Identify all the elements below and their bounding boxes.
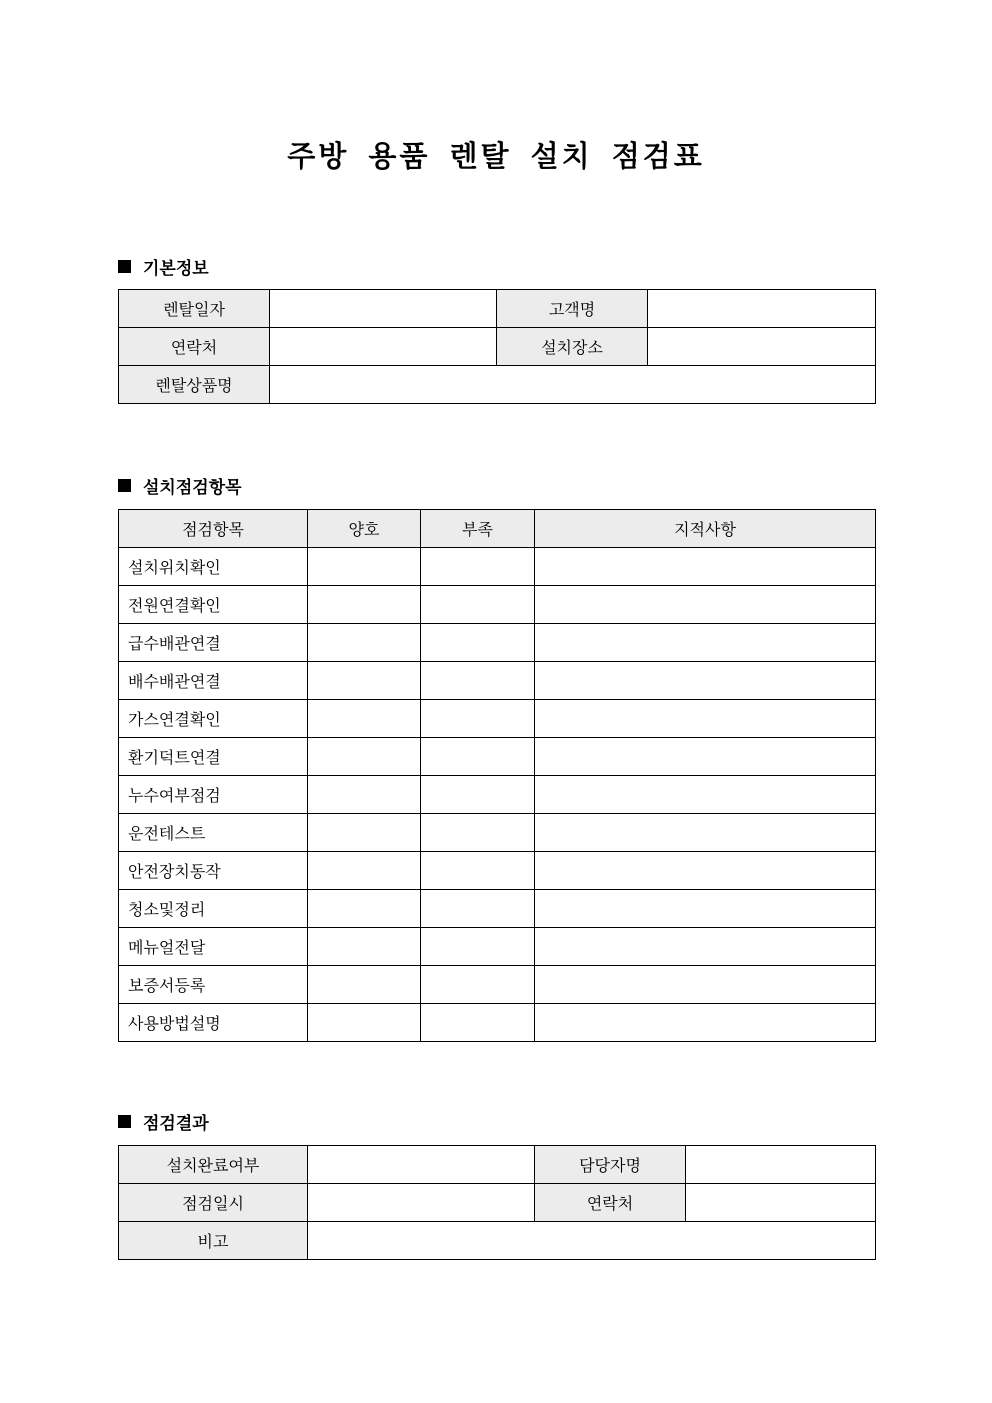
remarks-cell[interactable] <box>535 852 876 890</box>
contact-label: 연락처 <box>119 328 270 366</box>
table-row <box>119 928 876 966</box>
good-cell[interactable] <box>308 928 421 966</box>
manager-field[interactable] <box>686 1146 876 1184</box>
remarks-cell[interactable] <box>535 928 876 966</box>
checklist-item-label: 메뉴얼전달 <box>119 928 308 966</box>
checklist-item-label: 청소및정리 <box>119 890 308 928</box>
checklist-item-label: 운전테스트 <box>119 814 308 852</box>
good-cell[interactable] <box>308 624 421 662</box>
remarks-cell[interactable] <box>535 624 876 662</box>
manager-label: 담당자명 <box>535 1146 686 1184</box>
checklist-item-label: 누수여부점검 <box>119 776 308 814</box>
insufficient-cell[interactable] <box>421 890 535 928</box>
good-cell[interactable] <box>308 776 421 814</box>
insufficient-cell[interactable] <box>421 814 535 852</box>
table-row <box>119 814 876 852</box>
rental-date-field[interactable] <box>270 290 497 328</box>
customer-name-label: 고객명 <box>497 290 648 328</box>
insufficient-cell[interactable] <box>421 624 535 662</box>
insufficient-cell[interactable] <box>421 852 535 890</box>
insufficient-cell[interactable] <box>421 700 535 738</box>
checklist-item-label: 설치위치확인 <box>119 548 308 586</box>
good-cell[interactable] <box>308 700 421 738</box>
insufficient-cell[interactable] <box>421 1004 535 1042</box>
table-row <box>119 776 876 814</box>
basic-info-heading <box>118 254 209 279</box>
table-row <box>119 890 876 928</box>
black-square-icon <box>118 1115 131 1128</box>
checklist-heading-text: 설치점검항목 <box>143 478 242 498</box>
completion-field[interactable] <box>308 1146 535 1184</box>
table-row <box>119 624 876 662</box>
checklist-item-label: 급수배관연결 <box>119 624 308 662</box>
table-row <box>119 1004 876 1042</box>
good-cell[interactable] <box>308 966 421 1004</box>
table-row <box>119 328 876 366</box>
column-header-remarks: 지적사항 <box>535 510 876 548</box>
result-contact-label: 연락처 <box>535 1184 686 1222</box>
column-header-item: 점검항목 <box>119 510 308 548</box>
rental-date-label: 렌탈일자 <box>119 290 270 328</box>
remarks-cell[interactable] <box>535 662 876 700</box>
page-title: 주방 용품 렌탈 설치 점검표 <box>287 139 705 173</box>
remarks-field[interactable] <box>308 1222 876 1260</box>
checklist-item-label: 가스연결확인 <box>119 700 308 738</box>
result-table <box>118 1145 876 1260</box>
insufficient-cell[interactable] <box>421 662 535 700</box>
remarks-cell[interactable] <box>535 738 876 776</box>
contact-field[interactable] <box>270 328 497 366</box>
good-cell[interactable] <box>308 852 421 890</box>
good-cell[interactable] <box>308 814 421 852</box>
completion-label: 설치완료여부 <box>119 1146 308 1184</box>
table-row <box>119 700 876 738</box>
check-date-label: 점검일시 <box>119 1184 308 1222</box>
table-row <box>119 1222 876 1260</box>
remarks-cell[interactable] <box>535 700 876 738</box>
good-cell[interactable] <box>308 1004 421 1042</box>
checklist-item-label: 환기덕트연결 <box>119 738 308 776</box>
checklist-item-label: 안전장치동작 <box>119 852 308 890</box>
insufficient-cell[interactable] <box>421 738 535 776</box>
table-header-row <box>119 510 876 548</box>
customer-name-field[interactable] <box>648 290 876 328</box>
good-cell[interactable] <box>308 890 421 928</box>
remarks-cell[interactable] <box>535 890 876 928</box>
table-row <box>119 966 876 1004</box>
checklist-item-label: 전원연결확인 <box>119 586 308 624</box>
table-row <box>119 662 876 700</box>
insufficient-cell[interactable] <box>421 928 535 966</box>
insufficient-cell[interactable] <box>421 548 535 586</box>
table-row <box>119 290 876 328</box>
product-name-field[interactable] <box>270 366 876 404</box>
checklist-item-label: 사용방법설명 <box>119 1004 308 1042</box>
checklist-item-label: 보증서등록 <box>119 966 308 1004</box>
product-name-label: 렌탈상품명 <box>119 366 270 404</box>
basic-info-table <box>118 289 876 404</box>
table-row <box>119 366 876 404</box>
remarks-cell[interactable] <box>535 814 876 852</box>
insufficient-cell[interactable] <box>421 776 535 814</box>
black-square-icon <box>118 260 131 273</box>
table-row <box>119 738 876 776</box>
table-row <box>119 1146 876 1184</box>
remarks-cell[interactable] <box>535 548 876 586</box>
table-row <box>119 548 876 586</box>
good-cell[interactable] <box>308 548 421 586</box>
install-place-field[interactable] <box>648 328 876 366</box>
install-place-label: 설치장소 <box>497 328 648 366</box>
good-cell[interactable] <box>308 662 421 700</box>
table-row <box>119 586 876 624</box>
remarks-cell[interactable] <box>535 966 876 1004</box>
result-heading-text: 점검결과 <box>143 1114 209 1134</box>
insufficient-cell[interactable] <box>421 586 535 624</box>
checklist-item-label: 배수배관연결 <box>119 662 308 700</box>
remarks-cell[interactable] <box>535 1004 876 1042</box>
checklist-heading <box>118 473 242 498</box>
remarks-cell[interactable] <box>535 776 876 814</box>
result-contact-field[interactable] <box>686 1184 876 1222</box>
black-square-icon <box>118 479 131 492</box>
remarks-label: 비고 <box>119 1222 308 1260</box>
column-header-insufficient: 부족 <box>421 510 535 548</box>
result-heading <box>118 1109 209 1134</box>
basic-info-heading-text: 기본정보 <box>143 259 209 279</box>
table-row <box>119 852 876 890</box>
remarks-cell[interactable] <box>535 586 876 624</box>
good-cell[interactable] <box>308 738 421 776</box>
good-cell[interactable] <box>308 586 421 624</box>
table-row <box>119 1184 876 1222</box>
check-date-field[interactable] <box>308 1184 535 1222</box>
insufficient-cell[interactable] <box>421 966 535 1004</box>
checklist-table <box>118 509 876 1042</box>
column-header-good: 양호 <box>308 510 421 548</box>
